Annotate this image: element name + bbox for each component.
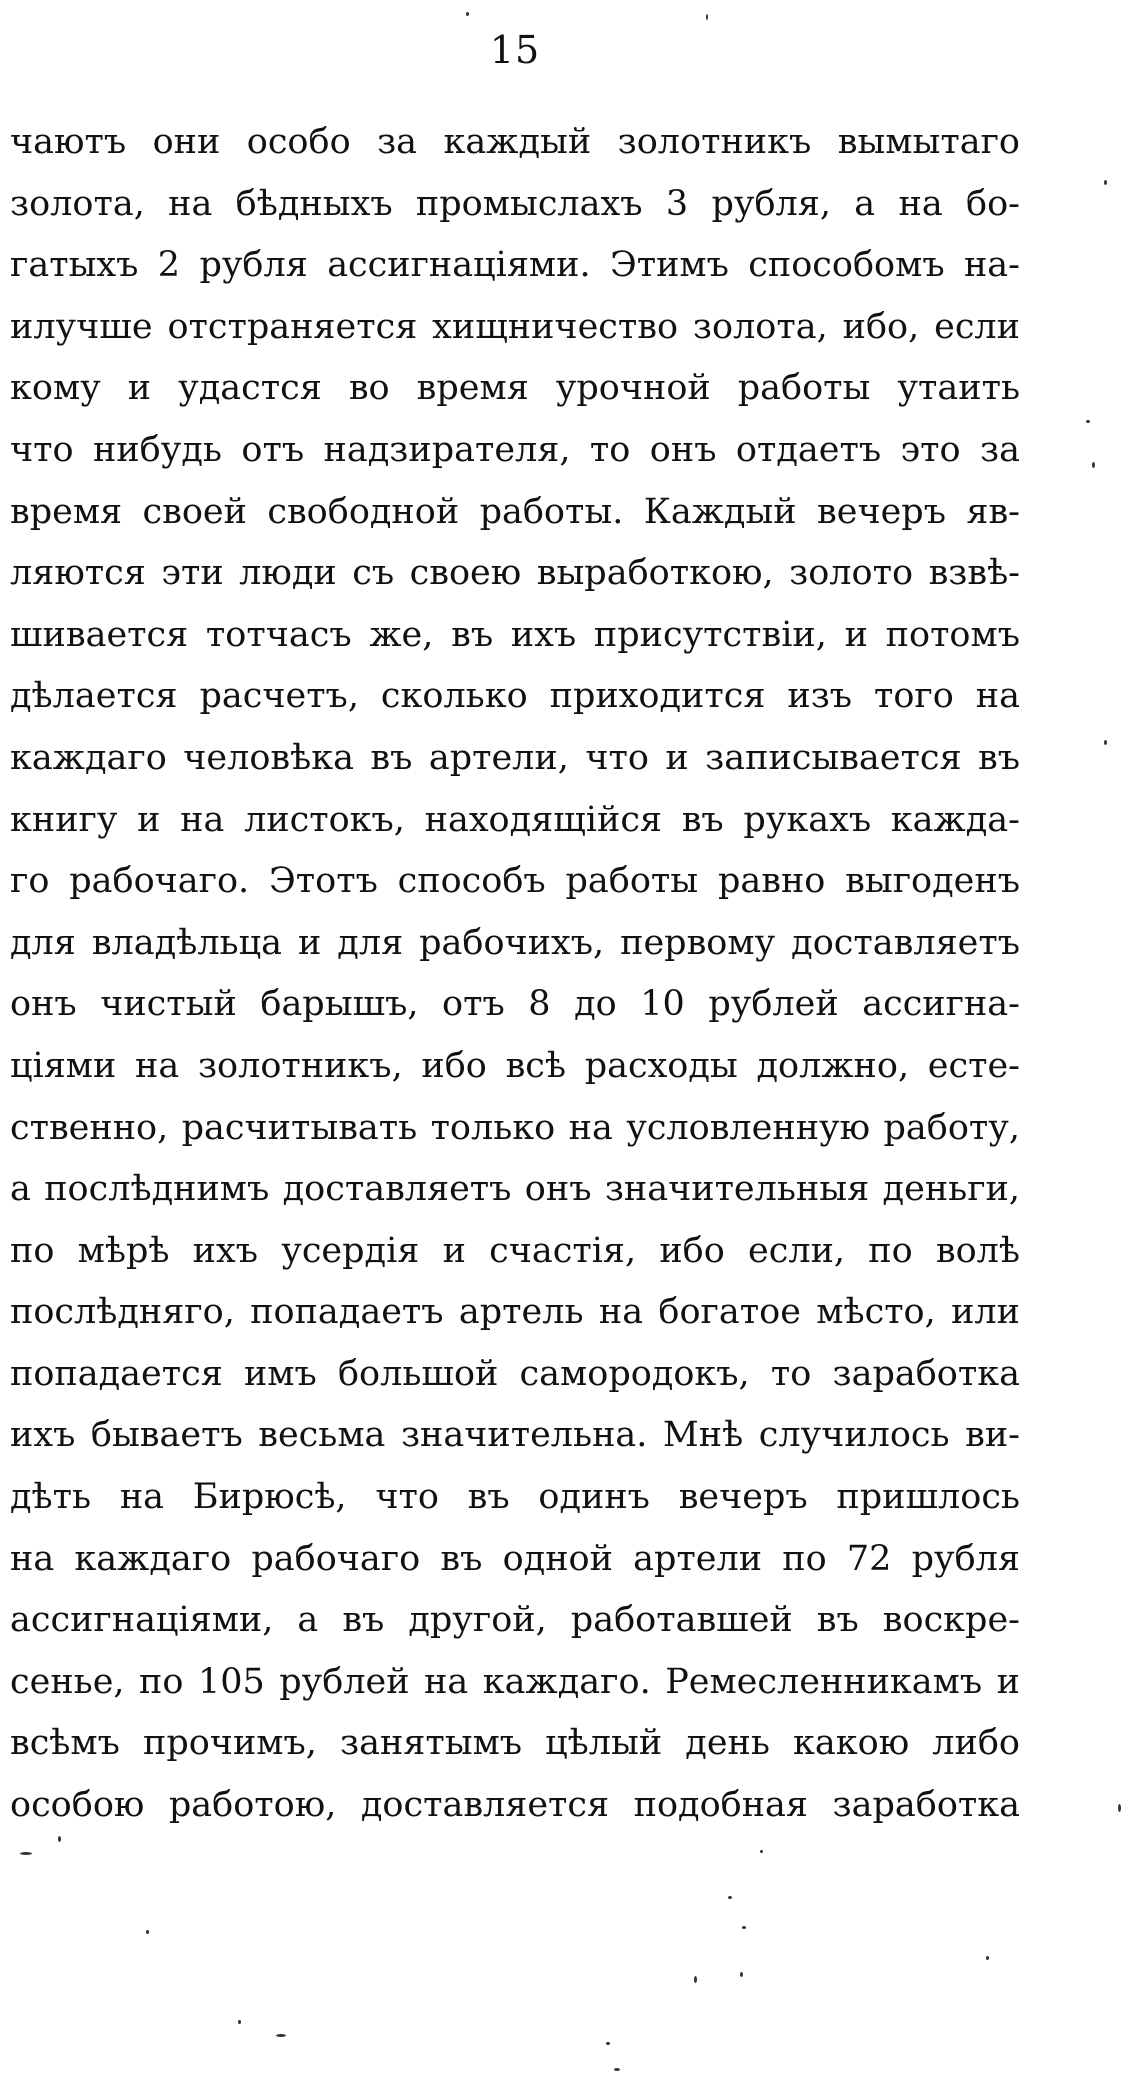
scan-speck <box>740 1972 743 1977</box>
page-number: 15 <box>489 28 541 72</box>
text-line: шивается тотчасъ же, въ ихъ присутствіи, и потомъ <box>10 614 1020 655</box>
scan-speck <box>742 1926 746 1929</box>
text-line: илучше отстраняется хищничество золота, ибо, если <box>10 306 1020 347</box>
scan-speck <box>1104 740 1107 745</box>
text-line: дѣть на Бирюсѣ, что въ одинъ вечеръ пришлось <box>10 1477 1020 1518</box>
text-line: ственно, расчитывать только на условленную работу, <box>10 1107 1020 1148</box>
body-text <box>10 112 1020 1837</box>
scan-speck <box>694 1976 697 1983</box>
text-line: а послѣднимъ доставляетъ онъ значительныя деньги, <box>10 1169 1020 1210</box>
scan-speck <box>20 1852 32 1855</box>
scan-speck <box>1118 1804 1121 1812</box>
text-line: книгу и на листокъ, находящійся въ рукахъ кажда- <box>10 799 1020 840</box>
scan-speck <box>276 2034 286 2037</box>
text-line: послѣдняго, попадаетъ артель на богатое мѣсто, или <box>10 1292 1020 1333</box>
text-line: ассигнаціями, а въ другой, работавшей въ воскре- <box>10 1600 1020 1641</box>
scan-speck <box>146 1930 149 1934</box>
scan-speck <box>728 1896 732 1899</box>
scan-speck <box>706 14 708 20</box>
text-line: сенье, по 105 рублей на каждаго. Ремесленникамъ и <box>10 1661 1020 1702</box>
scan-speck <box>614 2068 620 2071</box>
text-line: онъ чистый барышъ, отъ 8 до 10 рублей ассигна- <box>10 984 1020 1025</box>
scan-speck <box>466 12 469 16</box>
text-line: по мѣрѣ ихъ усердія и счастія, ибо если, по волѣ <box>10 1230 1020 1271</box>
text-line: на каждаго рабочаго въ одной артели по 72 рубля <box>10 1538 1020 1579</box>
text-line: для владѣльца и для рабочихъ, первому доставляетъ <box>10 922 1020 963</box>
scan-speck <box>238 2020 241 2024</box>
text-line: чаютъ они особо за каждый золотникъ вымытаго <box>10 122 1020 162</box>
text-line: что нибудь отъ надзирателя, то онъ отдаетъ это за <box>10 429 1020 470</box>
text-line: гатыхъ 2 рубля ассигнаціями. Этимъ способомъ на- <box>10 245 1020 286</box>
text-line: го рабочаго. Этотъ способъ работы равно выгоденъ <box>10 861 1020 902</box>
scan-speck <box>1086 420 1090 423</box>
text-line: ціями на золотникъ, ибо всѣ расходы должно, есте- <box>10 1045 1020 1086</box>
text-line: каждаго человѣка въ артели, что и записывается въ <box>10 737 1020 778</box>
text-line: особою работою, доставляется подобная заработка <box>10 1785 1020 1826</box>
text-line: всѣмъ прочимъ, занятымъ цѣлый день какою либо <box>10 1723 1020 1764</box>
scan-speck <box>986 1956 989 1960</box>
text-line: время своей свободной работы. Каждый вечеръ яв- <box>10 491 1020 532</box>
scan-speck <box>606 2042 610 2045</box>
text-line: ихъ бываетъ весьма значительна. Мнѣ случилось ви- <box>10 1415 1020 1456</box>
scan-speck <box>58 1836 61 1842</box>
text-line: дѣлается расчетъ, сколько приходится изъ того на <box>10 676 1020 717</box>
scan-speck <box>760 1850 763 1853</box>
text-line: кому и удастся во время урочной работы утаить <box>10 368 1020 409</box>
scan-speck <box>1104 180 1107 185</box>
text-line: золота, на бѣдныхъ промыслахъ 3 рубля, а на бо- <box>10 183 1020 224</box>
text-line: ляются эти люди съ своею выработкою, золото взвѣ- <box>10 553 1020 594</box>
text-line: попадается имъ большой самородокъ, то заработка <box>10 1353 1020 1394</box>
scan-speck <box>1092 462 1095 468</box>
